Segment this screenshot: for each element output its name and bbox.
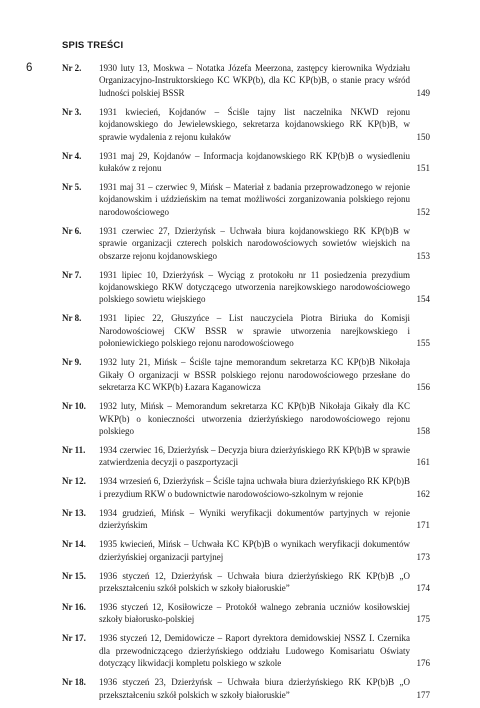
table-of-contents <box>62 62 430 708</box>
toc-entry <box>62 507 430 532</box>
toc-entry <box>62 181 430 218</box>
entry-title: 1934 czerwiec 16, Dzierżyńsk – Decyzja biura dzierżyńskiego RK KP(b)B w sprawie zatwierdzenia decyzji o paszportyzacji <box>99 444 410 468</box>
toc-entry <box>62 632 430 669</box>
entry-number: Nr 16. <box>62 601 86 612</box>
entry-page: 175 <box>416 614 430 625</box>
entry-page: 158 <box>416 425 430 436</box>
entry-page: 151 <box>416 163 430 174</box>
entry-page: 154 <box>416 294 430 305</box>
toc-entry <box>62 225 430 262</box>
entry-page: 152 <box>416 206 430 217</box>
entry-number: Nr 10. <box>62 401 86 412</box>
entry-number: Nr 8. <box>62 313 82 324</box>
entry-number: Nr 2. <box>62 63 82 73</box>
toc-entry <box>62 570 430 595</box>
entry-page: 173 <box>416 551 430 562</box>
entry-page: 149 <box>416 87 430 98</box>
entry-number: Nr 13. <box>62 507 86 518</box>
entry-page: 177 <box>416 689 430 700</box>
toc-entry <box>62 269 430 306</box>
toc-entry <box>62 106 430 143</box>
entry-title: 1931 maj 31 – czerwiec 9, Mińsk – Materiał z badania przeprowadzonego w rejonie kojdanowskim i uździeńskim na temat możliwości zorganizowania polskiego rejonu narodowościowego <box>99 182 410 217</box>
entry-title: 1931 kwiecień, Kojdanów – Ściśle tajny list naczelnika NKWD rejonu kojdanowskiego do Jewielewskiego, sekretarza kojdanowskiego RK KP(b)B, w sprawie wydalenia z rejonu kułaków <box>99 106 410 142</box>
entry-number: Nr 12. <box>62 476 86 487</box>
toc-entry <box>62 538 430 563</box>
entry-number: Nr 18. <box>62 677 86 688</box>
toc-entry <box>62 150 430 175</box>
entry-title: 1932 luty 21, Mińsk – Ściśle tajne memorandum sekretarza KC KP(b)B Nikołaja Gikały O organizacji w BSSR polskiego rejonu narodowościowego przesłane do sekretarza KC WKP(b) Łazara Kaganowicza <box>99 357 410 393</box>
entry-number: Nr 17. <box>62 633 86 644</box>
entry-page: 156 <box>416 382 430 393</box>
entry-number: Nr 15. <box>62 570 86 581</box>
entry-page: 153 <box>416 250 430 261</box>
toc-entry <box>62 676 430 701</box>
entry-page: 174 <box>416 582 430 593</box>
toc-entry <box>62 475 430 500</box>
entry-title: 1931 lipiec 10, Dzierżyńsk – Wyciąg z protokołu nr 11 posiedzenia prezydium kojdanowskiego RKW dotyczącego utworzenia narejkowskiego narodowościowego polskiego sowietu wiejskiego <box>99 269 410 305</box>
entry-title: 1932 luty, Mińsk – Memorandum sekretarza KC KP(b)B Nikołaja Gikały dla KC WKP(b) o konieczności utworzenia dzierżyńskiego narodowościowego rejonu polskiego <box>99 401 410 436</box>
entry-title: 1936 styczeń 12, Dzierżyńsk – Uchwała biura dzierżyńskiego RK KP(b)B „O przekształceniu szkół polskich w szkoły białoruskie” <box>99 570 410 593</box>
entry-page: 155 <box>416 338 430 349</box>
entry-number: Nr 4. <box>62 150 82 161</box>
entry-title: 1936 styczeń 12, Demidowicze – Raport dyrektora demidowskiej NSSZ I. Czernika dla przewodniczącego dzierżyńskiego oddziału Ludowego Komisariatu Oświaty dotyczący likwidacji kompletu polskiego w szkole <box>99 633 410 669</box>
entry-number: Nr 11. <box>62 444 86 455</box>
entry-page: 171 <box>416 520 430 531</box>
entry-page: 161 <box>416 457 430 468</box>
toc-entry <box>62 356 430 393</box>
entry-number: Nr 6. <box>62 225 82 236</box>
entry-number: Nr 7. <box>62 269 82 280</box>
entry-number: Nr 14. <box>62 539 86 550</box>
toc-entry <box>62 444 430 469</box>
page-number: 6 <box>26 62 33 74</box>
entry-number: Nr 3. <box>62 106 82 117</box>
entry-title: 1931 czerwiec 27, Dzierżyńsk – Uchwała biura kojdanowskiego RK KP(b)B w sprawie organizacji czterech polskich narodowościowych sowietów wiejskich na obszarze rejonu kojdanowskiego <box>99 225 410 261</box>
entry-page: 150 <box>416 131 430 142</box>
entry-title: 1936 styczeń 12, Kosiłowicze – Protokół walnego zebrania uczniów kosiłowskiej szkoły białorusko-polskiej <box>99 601 410 625</box>
toc-entry <box>62 400 430 437</box>
toc-entry <box>62 312 430 349</box>
toc-entry <box>62 601 430 626</box>
entry-title: 1931 maj 29, Kojdanów – Informacja kojdanowskiego RK KP(b)B o wysiedleniu kułaków z rejonu <box>99 150 410 174</box>
entry-title: 1935 kwiecień, Mińsk – Uchwała KC KP(b)B o wynikach weryfikacji dokumentów dzierżyńskiej organizacji partyjnej <box>99 539 410 562</box>
entry-page: 162 <box>416 488 430 499</box>
entry-title: 1931 lipiec 22, Głuszyńce – List nauczyciela Piotra Biriuka do Komisji Narodowościowej CKW BSSR w sprawie utworzenia narejkowskiego i połoniewickiego polskiego rejonu narodowościowego <box>99 313 410 349</box>
entry-title: 1936 styczeń 23, Dzierżyńsk – Uchwała biura dzierżyńskiego RK KP(b)B „O przekształceniu szkół polskich w szkoły białoruskie” <box>99 677 410 700</box>
entry-title: 1930 luty 13, Moskwa – Notatka Józefa Meerzona, zastępcy kierownika Wydziału Organizacyjno-Instruktorskiego KC WKP(b), dla KC KP(b)B, o stanie pracy wśród ludności polskiej BSSR <box>99 63 410 98</box>
entry-title: 1934 grudzień, Mińsk – Wyniki weryfikacji dokumentów partyjnych w rejonie dzierżyńskim <box>99 507 410 531</box>
toc-entry <box>62 62 430 99</box>
entry-number: Nr 5. <box>62 182 82 193</box>
entry-title: 1934 wrzesień 6, Dzierżyńsk – Ściśle tajna uchwała biura dzierżyńskiego RK KP(b)B i prezydium RKW o budownictwie narodowościowo-szkolnym w rejonie <box>99 476 410 499</box>
entry-number: Nr 9. <box>62 357 82 368</box>
page-title: SPIS TREŚCI <box>62 40 124 51</box>
entry-page: 176 <box>416 658 430 669</box>
